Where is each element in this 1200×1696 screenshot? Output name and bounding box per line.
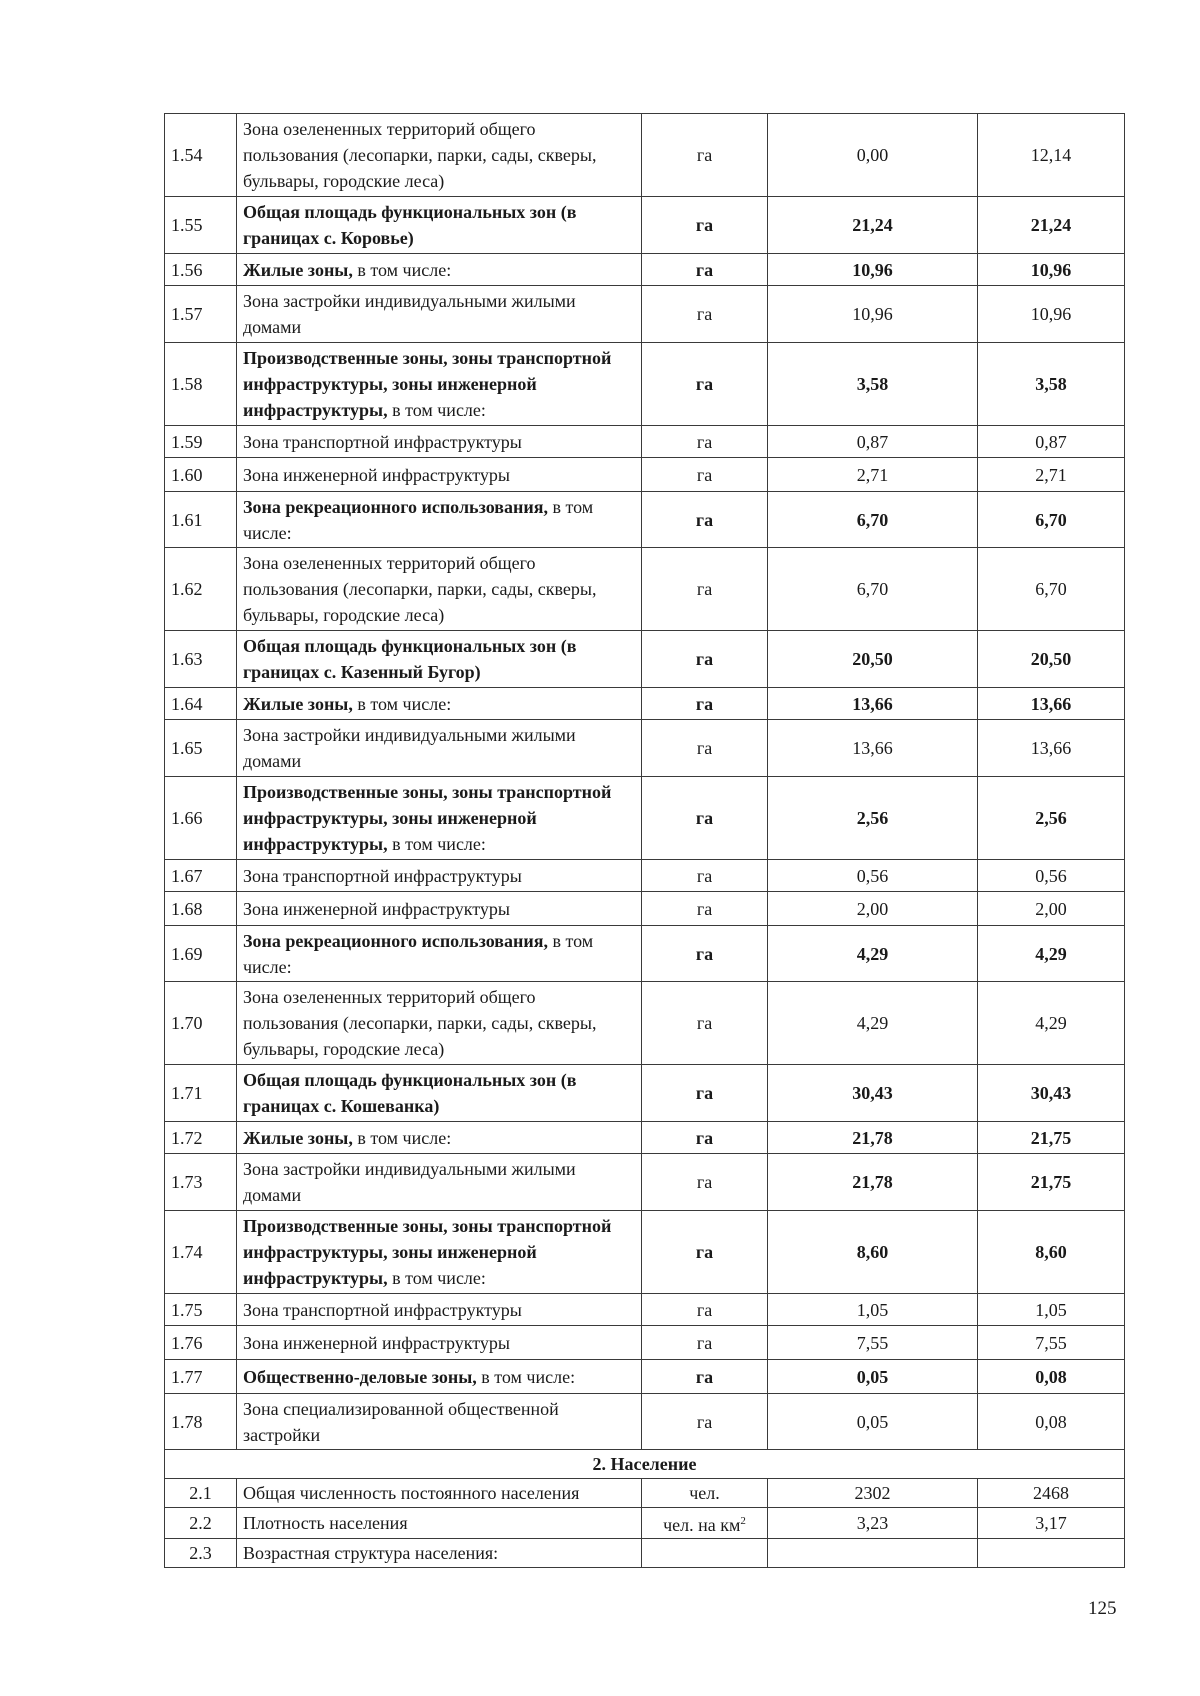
row-number: 2.2 [165,1508,237,1539]
row-unit: га [642,1360,768,1394]
table-row [165,426,1125,458]
row-label-text: Зона специализированной общественной застройки [243,1398,559,1445]
row-value-current: 6,70 [768,492,978,548]
page-number: 125 [1088,1598,1117,1619]
row-label [237,688,642,720]
row-number: 2.1 [165,1479,237,1508]
unit-superscript: 2 [740,1515,746,1527]
row-label-bold: Производственные зоны, зоны транспортной инфраструктуры, зоны инженерной инфраструктуры, [243,782,612,854]
row-number: 1.76 [165,1326,237,1360]
section-row [165,1450,1125,1479]
row-label [237,548,642,631]
row-unit: га [642,197,768,254]
row-label [237,1394,642,1450]
row-label-bold: Производственные зоны, зоны транспортной инфраструктуры, зоны инженерной инфраструктуры, [243,1216,612,1288]
row-label [237,492,642,548]
table-row [165,926,1125,982]
row-value-target: 2468 [978,1479,1125,1508]
row-label-text: в том числе: [387,400,486,420]
row-value-target: 20,50 [978,631,1125,688]
row-unit [642,1508,768,1539]
table-row [165,458,1125,492]
row-value-current: 4,29 [768,982,978,1065]
row-value-target: 6,70 [978,548,1125,631]
row-number: 1.72 [165,1122,237,1154]
row-number: 1.78 [165,1394,237,1450]
row-value-target: 1,05 [978,1294,1125,1326]
table-row [165,1479,1125,1508]
row-label: Возрастная структура населения: [237,1539,642,1568]
row-label [237,197,642,254]
row-number: 1.67 [165,860,237,892]
row-value-current: 0,05 [768,1360,978,1394]
row-value-target: 0,56 [978,860,1125,892]
table-row [165,1122,1125,1154]
row-label-bold: Общественно-деловые зоны, [243,1366,477,1387]
row-label [237,1211,642,1294]
row-number: 1.68 [165,892,237,926]
row-number: 1.55 [165,197,237,254]
row-unit: га [642,492,768,548]
row-label-text: Зона озелененных территорий общего пользования (лесопарки, парки, сады, скверы, бульвары, городские леса) [243,119,597,191]
row-number: 1.60 [165,458,237,492]
row-number: 1.75 [165,1294,237,1326]
row-label-text: Зона транспортной инфраструктуры [243,1299,522,1320]
row-label-bold: Зона рекреационного использования, [243,496,548,517]
row-label-bold: Общая площадь функциональных зон (в границах с. Коровье) [243,202,577,248]
row-label [237,426,642,458]
indicators-table-body [165,114,1125,1568]
row-value-current: 13,66 [768,720,978,777]
row-number: 1.56 [165,254,237,286]
row-number: 1.77 [165,1360,237,1394]
row-value-target: 8,60 [978,1211,1125,1294]
row-label-text: в том числе: [352,693,452,714]
row-label-text: в том числе: [352,259,452,280]
table-row [165,892,1125,926]
row-number: 1.62 [165,548,237,631]
row-unit: га [642,1211,768,1294]
row-value-target: 21,75 [978,1122,1125,1154]
row-value-target: 13,66 [978,688,1125,720]
row-label [237,1294,642,1326]
row-number: 1.59 [165,426,237,458]
table-row [165,1211,1125,1294]
row-label [237,1154,642,1211]
row-value-current: 0,87 [768,426,978,458]
row-value-current: 6,70 [768,548,978,631]
row-value-current: 13,66 [768,688,978,720]
row-unit: га [642,1394,768,1450]
table-row [165,631,1125,688]
row-label-text: Зона озелененных территорий общего пользования (лесопарки, парки, сады, скверы, бульвары, городские леса) [243,987,597,1059]
table-row [165,1065,1125,1122]
row-label-text: Зона транспортной инфраструктуры [243,865,522,886]
row-unit: га [642,1122,768,1154]
table-row [165,777,1125,860]
row-value-current: 0,00 [768,114,978,197]
row-value-current: 21,78 [768,1122,978,1154]
row-label [237,892,642,926]
unit-text: чел. на км [663,1515,741,1535]
row-value-current: 10,96 [768,254,978,286]
row-value-target: 3,58 [978,343,1125,426]
row-value-target: 13,66 [978,720,1125,777]
row-label-bold: Зона рекреационного использования, [243,930,548,951]
table-row [165,860,1125,892]
row-label-text: Зона инженерной инфраструктуры [243,898,510,919]
row-number: 1.54 [165,114,237,197]
row-label-text: в том числе: [243,496,594,543]
row-label-text: в том числе: [352,1127,452,1148]
row-value-target: 0,87 [978,426,1125,458]
row-label-text: в том числе: [387,834,486,854]
row-value-current: 21,24 [768,197,978,254]
row-value-target: 2,56 [978,777,1125,860]
row-label-bold: Жилые зоны, [243,1127,353,1148]
row-value-target: 10,96 [978,254,1125,286]
row-value-target: 21,75 [978,1154,1125,1211]
table-row [165,286,1125,343]
row-value-current: 4,29 [768,926,978,982]
table-row [165,1326,1125,1360]
table-row [165,1294,1125,1326]
row-value-target: 7,55 [978,1326,1125,1360]
row-label [237,631,642,688]
row-label-text: Зона застройки индивидуальными жилыми домами [243,725,576,771]
table-row [165,688,1125,720]
row-value-target [978,1539,1125,1568]
row-unit [642,1539,768,1568]
row-value-target: 30,43 [978,1065,1125,1122]
table-row [165,1539,1125,1568]
table-row [165,548,1125,631]
row-number: 1.64 [165,688,237,720]
row-label-text: в том числе: [387,1268,486,1288]
row-value-current: 2,00 [768,892,978,926]
table-row [165,492,1125,548]
row-label: Плотность населения [237,1508,642,1539]
row-label-text: Зона инженерной инфраструктуры [243,464,510,485]
row-label [237,114,642,197]
row-unit: га [642,892,768,926]
row-unit: га [642,1065,768,1122]
row-label [237,777,642,860]
row-number: 1.73 [165,1154,237,1211]
table-row [165,982,1125,1065]
row-value-target: 4,29 [978,982,1125,1065]
row-unit: га [642,114,768,197]
row-label-text: Зона застройки индивидуальными жилыми домами [243,291,576,337]
row-value-target: 3,17 [978,1508,1125,1539]
row-unit: га [642,631,768,688]
unit-text: чел. [689,1483,720,1503]
row-value-current [768,1539,978,1568]
row-value-current: 1,05 [768,1294,978,1326]
row-number: 1.74 [165,1211,237,1294]
row-unit: га [642,777,768,860]
row-value-current: 8,60 [768,1211,978,1294]
row-unit: га [642,458,768,492]
row-value-target: 2,71 [978,458,1125,492]
row-value-current: 21,78 [768,1154,978,1211]
indicators-table [164,113,1125,1568]
row-number: 1.65 [165,720,237,777]
row-value-target: 12,14 [978,114,1125,197]
row-label-bold: Жилые зоны, [243,693,353,714]
table-row [165,197,1125,254]
row-label-bold: Производственные зоны, зоны транспортной инфраструктуры, зоны инженерной инфраструктуры, [243,348,612,420]
row-value-target: 2,00 [978,892,1125,926]
table-row [165,343,1125,426]
row-label [237,860,642,892]
row-unit: га [642,688,768,720]
row-label [237,1360,642,1394]
row-unit: га [642,1154,768,1211]
row-number: 1.69 [165,926,237,982]
row-label-bold: Жилые зоны, [243,259,353,280]
row-value-target: 21,24 [978,197,1125,254]
row-label [237,286,642,343]
row-unit [642,1479,768,1508]
row-value-current: 3,58 [768,343,978,426]
row-number: 2.3 [165,1539,237,1568]
row-unit: га [642,343,768,426]
row-value-target: 0,08 [978,1394,1125,1450]
row-unit: га [642,286,768,343]
row-value-current: 2,56 [768,777,978,860]
row-label-text: Зона транспортной инфраструктуры [243,431,522,452]
row-value-current: 30,43 [768,1065,978,1122]
table-row [165,720,1125,777]
row-label [237,720,642,777]
row-label-bold: Общая площадь функциональных зон (в границах с. Казенный Бугор) [243,636,577,682]
row-label [237,1326,642,1360]
row-unit: га [642,1294,768,1326]
row-number: 1.70 [165,982,237,1065]
row-value-current: 0,05 [768,1394,978,1450]
row-value-target: 0,08 [978,1360,1125,1394]
row-label [237,926,642,982]
row-unit: га [642,254,768,286]
row-label [237,982,642,1065]
row-label-text: в том числе: [243,930,594,977]
section-title: 2. Население [165,1450,1125,1479]
row-number: 1.71 [165,1065,237,1122]
row-label-text: Зона инженерной инфраструктуры [243,1332,510,1353]
row-label-text: Зона застройки индивидуальными жилыми домами [243,1159,576,1205]
row-unit: га [642,548,768,631]
row-number: 1.63 [165,631,237,688]
row-label [237,458,642,492]
row-number: 1.57 [165,286,237,343]
row-value-current: 10,96 [768,286,978,343]
table-row [165,1360,1125,1394]
row-label: Общая численность постоянного населения [237,1479,642,1508]
row-unit: га [642,720,768,777]
row-value-current: 2,71 [768,458,978,492]
row-value-current: 20,50 [768,631,978,688]
row-value-current: 3,23 [768,1508,978,1539]
row-value-current: 7,55 [768,1326,978,1360]
row-number: 1.58 [165,343,237,426]
row-label [237,254,642,286]
row-unit: га [642,1326,768,1360]
row-label [237,1065,642,1122]
row-unit: га [642,426,768,458]
table-row [165,1154,1125,1211]
table-row [165,1508,1125,1539]
row-label-bold: Общая площадь функциональных зон (в границах с. Кошеванка) [243,1070,577,1116]
row-unit: га [642,926,768,982]
row-number: 1.61 [165,492,237,548]
row-label [237,1122,642,1154]
row-value-target: 6,70 [978,492,1125,548]
row-unit: га [642,982,768,1065]
row-value-target: 10,96 [978,286,1125,343]
row-number: 1.66 [165,777,237,860]
row-label [237,343,642,426]
row-label-text: Зона озелененных территорий общего пользования (лесопарки, парки, сады, скверы, бульвары, городские леса) [243,553,597,625]
table-row [165,254,1125,286]
row-label-text: в том числе: [476,1366,576,1387]
row-value-current: 2302 [768,1479,978,1508]
table-row [165,1394,1125,1450]
row-value-current: 0,56 [768,860,978,892]
row-unit: га [642,860,768,892]
row-value-target: 4,29 [978,926,1125,982]
table-row [165,114,1125,197]
